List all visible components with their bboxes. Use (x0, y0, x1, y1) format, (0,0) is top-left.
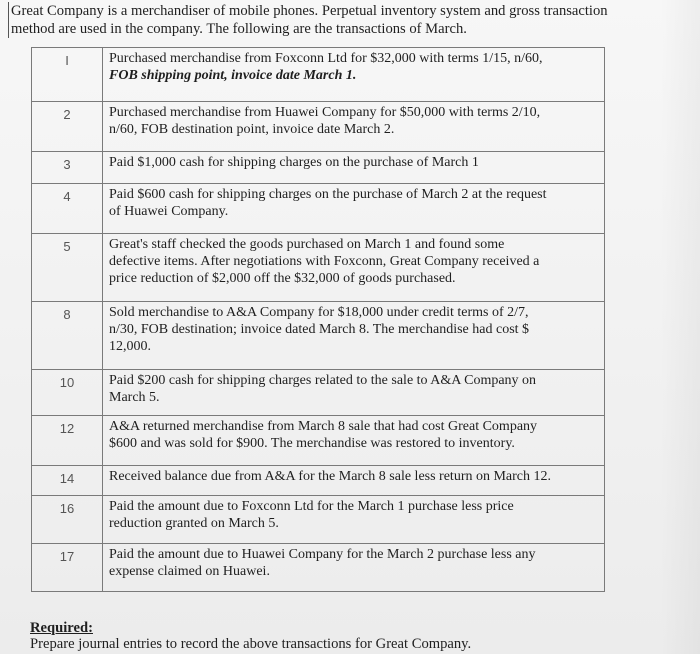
description-cell (103, 234, 605, 302)
required-section (30, 620, 471, 652)
description-cell (103, 48, 605, 102)
day-cell: 3 (32, 152, 103, 184)
description-cell (103, 302, 605, 370)
required-heading: Required: (30, 620, 93, 636)
transactions-table (31, 47, 605, 592)
table-row (32, 496, 605, 544)
description-cell (103, 102, 605, 152)
day-cell: 8 (32, 302, 103, 370)
description-line: of Huawei Company. (109, 204, 229, 219)
description-cell (103, 416, 605, 466)
table-row (32, 184, 605, 234)
description-line: price reduction of $2,000 off the $32,000 of goods purchased. (109, 271, 456, 286)
day-cell: 16 (32, 496, 103, 544)
table-row (32, 102, 605, 152)
description-line (109, 67, 600, 84)
description-line: defective items. After negotiations with Foxconn, Great Company received a (109, 254, 540, 269)
description-cell (103, 184, 605, 234)
description-line: n/60, FOB destination point, invoice date March 2. (109, 122, 395, 137)
description-cell (103, 152, 605, 184)
description-line: 12,000. (109, 339, 151, 354)
description-line: Received balance due from A&A for the March 8 sale less return on March 12. (109, 469, 552, 484)
day-cell: 17 (32, 544, 103, 592)
table-row (32, 466, 605, 496)
description-cell (103, 496, 605, 544)
table-row (32, 544, 605, 592)
table-row (32, 234, 605, 302)
description-cell (103, 466, 605, 496)
description-line: A&A returned merchandise from March 8 sale that had cost Great Company (109, 419, 538, 434)
description-line: March 5. (109, 390, 160, 405)
page-shadow (660, 0, 700, 654)
description-line: Great's staff checked the goods purchased on March 1 and found some (109, 237, 505, 252)
description-line: Paid the amount due to Foxconn Ltd for the March 1 purchase less price (109, 499, 514, 514)
required-instruction: Prepare journal entries to record the above transactions for Great Company. (30, 636, 472, 652)
intro-line-1: Great Company is a merchandiser of mobile phones. Perpetual inventory system and gross transaction (11, 3, 608, 19)
description-line: $600 and was sold for $900. The merchandise was restored to inventory. (109, 436, 515, 451)
description-line: Paid $200 cash for shipping charges related to the sale to A&A Company on (109, 373, 537, 388)
fob-emphasis: FOB shipping point, invoice date March 1. (109, 68, 357, 83)
intro-paragraph (8, 2, 651, 38)
description-line: reduction granted on March 5. (109, 516, 279, 531)
table-row (32, 48, 605, 102)
description-line: Purchased merchandise from Huawei Company for $50,000 with terms 2/10, (109, 105, 541, 120)
day-cell: 2 (32, 102, 103, 152)
day-cell: 14 (32, 466, 103, 496)
description-line: expense claimed on Huawei. (109, 564, 270, 579)
table-row (32, 302, 605, 370)
description-line: Purchased merchandise from Foxconn Ltd for $32,000 with terms 1/15, n/60, (109, 51, 543, 66)
intro-line-2: method are used in the company. The following are the transactions of March. (11, 21, 467, 37)
day-cell: 12 (32, 416, 103, 466)
description-line: Paid $1,000 cash for shipping charges on the purchase of March 1 (109, 155, 479, 170)
description-line: Paid the amount due to Huawei Company for the March 2 purchase less any (109, 547, 536, 562)
table-row (32, 416, 605, 466)
day-cell: 5 (32, 234, 103, 302)
day-cell: 10 (32, 370, 103, 416)
table-row (32, 152, 605, 184)
description-line: Sold merchandise to A&A Company for $18,000 under credit terms of 2/7, (109, 305, 529, 320)
day-cell: 4 (32, 184, 103, 234)
description-line: n/30, FOB destination; invoice dated March 8. The merchandise had cost $ (109, 322, 530, 337)
day-cell: I (32, 48, 103, 102)
description-line: Paid $600 cash for shipping charges on the purchase of March 2 at the request (109, 187, 547, 202)
description-cell (103, 544, 605, 592)
table-row (32, 370, 605, 416)
description-cell (103, 370, 605, 416)
